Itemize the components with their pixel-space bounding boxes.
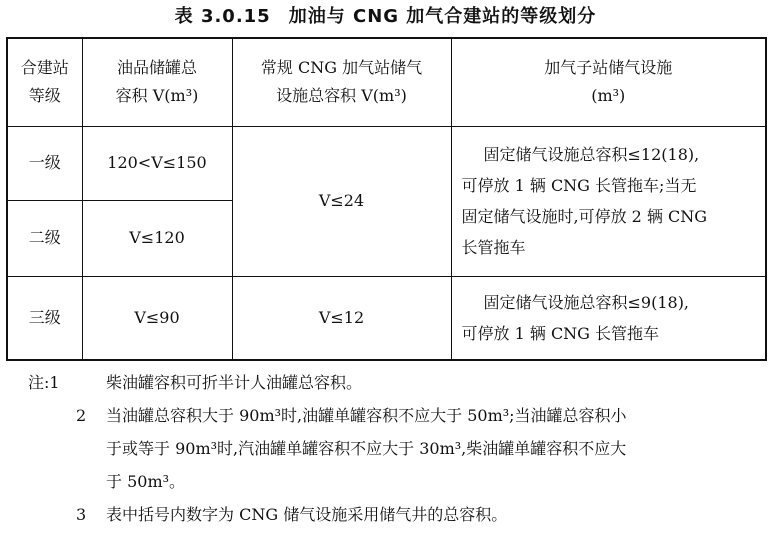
cell-sub-station-1-2 xyxy=(451,126,766,276)
table-title-text: 加油与 CNG 加气合建站的等级划分 xyxy=(288,6,597,27)
header-cng-storage-line-2: 设施总容积 V(m³) xyxy=(276,86,407,106)
header-grade-line-1: 合建站 xyxy=(20,58,69,78)
header-row xyxy=(7,38,766,126)
note-line: 于或等于 90m³时,汽油罐单罐容积不应大于 30m³,柴油罐单罐容积不应大 xyxy=(106,439,627,458)
header-cng-storage-line-1: 常规 CNG 加气站储气 xyxy=(260,58,423,78)
header-sub-station xyxy=(451,38,766,126)
note-item-3 xyxy=(6,498,765,531)
sub-station-line: 固定储气设施时,可停放 2 辆 CNG xyxy=(461,207,708,226)
notes xyxy=(6,366,765,531)
sub-station-line: 可停放 1 辆 CNG 长管拖车 xyxy=(461,323,660,343)
cell-oil-tank-2: V≤120 xyxy=(82,200,232,276)
header-cng-storage xyxy=(232,38,451,126)
cell-grade-1: 一级 xyxy=(7,126,82,200)
header-grade xyxy=(7,38,82,126)
note-number: 2 xyxy=(76,406,87,425)
table-title xyxy=(0,2,771,32)
cell-cng-storage-1-2: V≤24 xyxy=(232,126,451,276)
note-line: 当油罐总容积大于 90m³时,油罐单罐容积不应大于 50m³;当油罐总容积小 xyxy=(106,406,627,425)
cell-grade-3: 三级 xyxy=(7,276,82,360)
table-row xyxy=(7,276,766,360)
cell-sub-station-3 xyxy=(451,276,766,360)
grade-table xyxy=(6,37,767,361)
sub-station-line: 长管拖车 xyxy=(461,238,526,257)
header-sub-station-line-1: 加气子站储气设施 xyxy=(544,58,673,78)
cell-grade-2: 二级 xyxy=(7,200,82,276)
header-oil-tank-line-1: 油品储罐总 xyxy=(116,58,197,78)
sub-station-line: 固定储气设施总容积≤9(18), xyxy=(483,292,690,312)
cell-cng-storage-3: V≤12 xyxy=(232,276,451,360)
note-item-2 xyxy=(6,399,765,498)
cell-oil-tank-3: V≤90 xyxy=(82,276,232,360)
header-grade-line-2: 等级 xyxy=(28,86,61,106)
header-sub-station-line-2: (m³) xyxy=(591,86,626,106)
sub-station-line: 固定储气设施总容积≤12(18), xyxy=(483,145,700,164)
note-number: 注:1 xyxy=(28,373,60,392)
sub-station-line: 可停放 1 辆 CNG 长管拖车;当无 xyxy=(461,176,697,195)
table-number: 表 3.0.15 xyxy=(174,6,271,27)
cell-oil-tank-1: 120<V≤150 xyxy=(82,126,232,200)
note-line: 表中括号内数字为 CNG 储气设施采用储气井的总容积。 xyxy=(106,505,508,524)
header-oil-tank xyxy=(82,38,232,126)
note-item-1 xyxy=(6,366,765,399)
note-line: 柴油罐容积可折半计人油罐总容积。 xyxy=(106,373,363,392)
header-oil-tank-line-2: 容积 V(m³) xyxy=(115,86,199,106)
note-line: 于 50m³。 xyxy=(106,472,186,491)
table-row xyxy=(7,126,766,200)
note-number: 3 xyxy=(76,505,87,524)
